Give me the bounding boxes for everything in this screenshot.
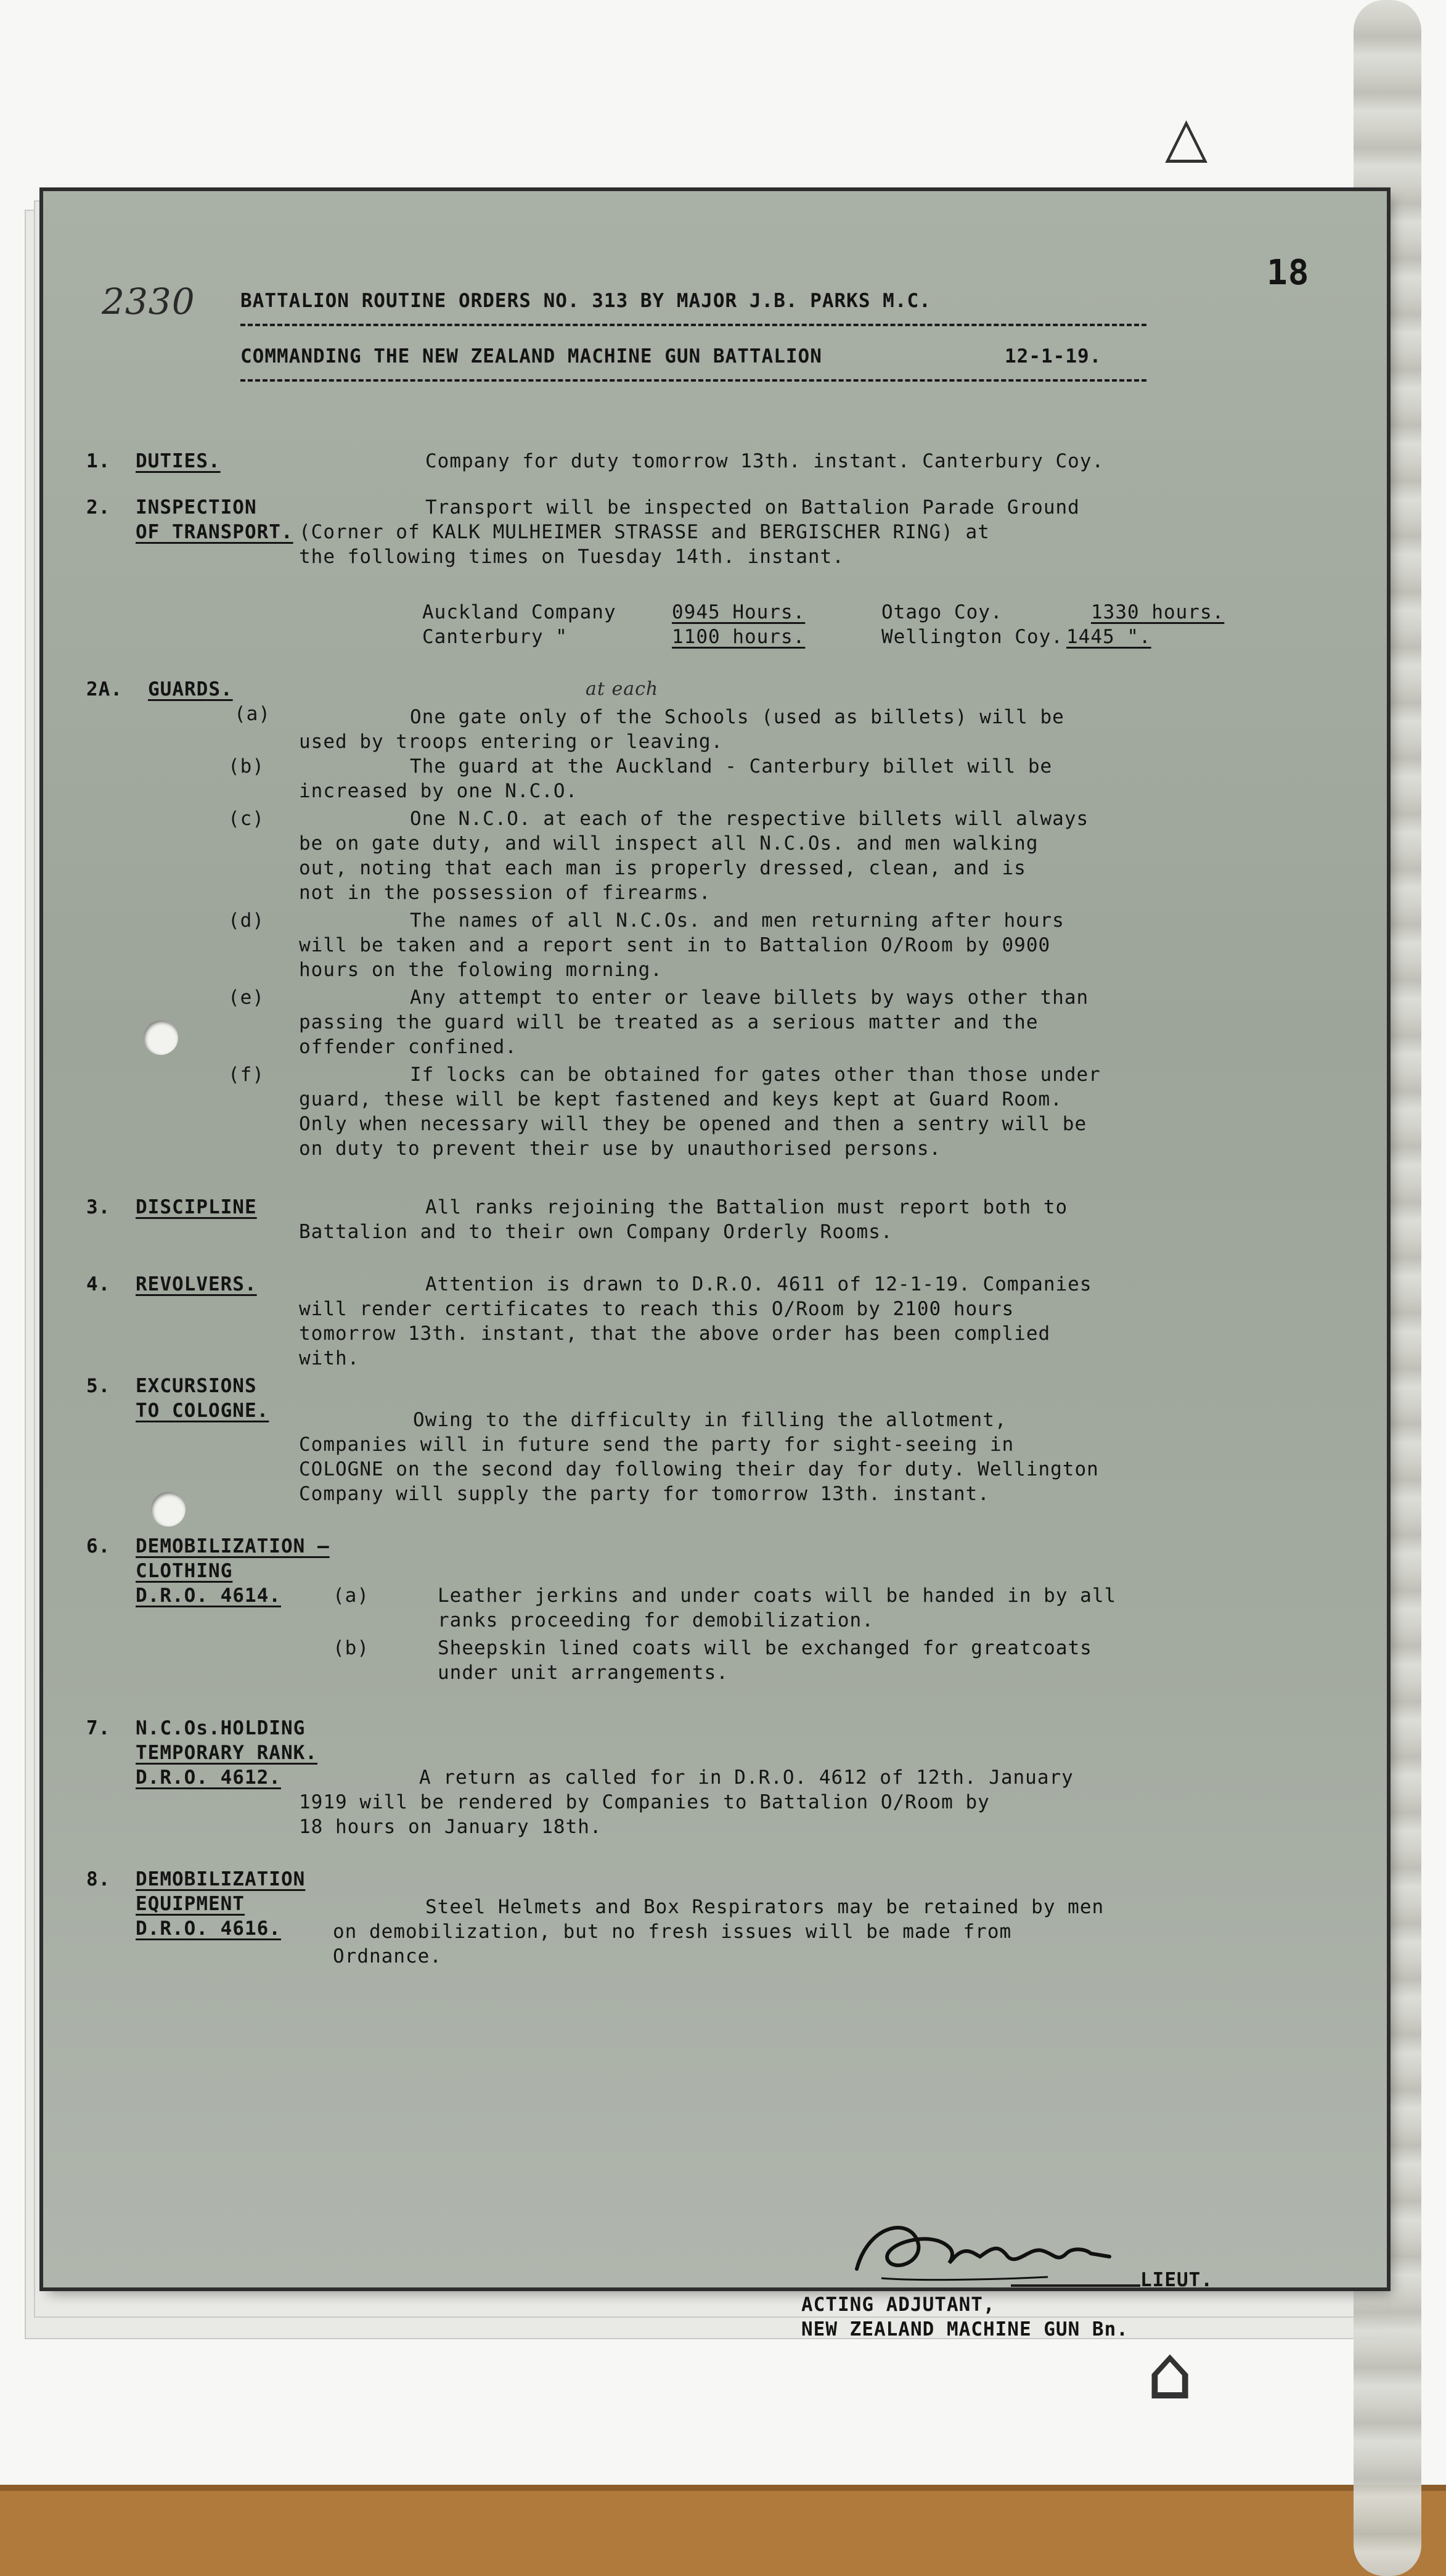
section-heading: D.R.O. 4612.: [136, 1766, 281, 1789]
section-heading: TEMPORARY RANK.: [136, 1742, 317, 1764]
file-number: 2330: [102, 281, 195, 322]
section-line: Steel Helmets and Box Respirators may be retained by men: [425, 1896, 1105, 1918]
section-line: on demobilization, but no fresh issues will be made from: [333, 1921, 1012, 1943]
title-line-2: COMMANDING THE NEW ZEALAND MACHINE GUN BATTALION: [240, 345, 822, 367]
section-number: 7.: [86, 1717, 111, 1739]
section-line: Owing to the difficulty in filling the allotment,: [413, 1409, 1007, 1431]
inspection-time: 1330 hours.: [1091, 601, 1225, 623]
item-line: will be taken and a report sent in to Battalion O/Room by 0900: [299, 934, 1051, 956]
item-line: The guard at the Auckland - Canterbury billet will be: [410, 755, 1053, 777]
section-number: 5.: [86, 1375, 111, 1397]
section-heading: EQUIPMENT: [136, 1893, 245, 1915]
item-line: passing the guard will be treated as a serious matter and the: [299, 1011, 1039, 1033]
signature-rule: [1011, 2284, 1140, 2287]
item-line: increased by one N.C.O.: [299, 780, 578, 802]
section-line: Transport will be inspected on Battalion Parade Ground: [425, 496, 1080, 519]
item-line: hours on the folowing morning.: [299, 959, 663, 981]
handwritten-insertion: at each: [586, 678, 659, 700]
item-line: One gate only of the Schools (used as billets) will be: [410, 706, 1064, 728]
section-heading: D.R.O. 4614.: [136, 1585, 281, 1607]
section-line: Companies will in future send the party for sight-seeing in: [299, 1434, 1015, 1456]
item-line: offender confined.: [299, 1036, 517, 1058]
section-heading: DUTIES.: [136, 450, 221, 472]
section-heading: OF TRANSPORT.: [136, 521, 293, 543]
inspection-company: Canterbury ": [422, 626, 568, 648]
title-rule: [240, 324, 1146, 326]
section-line: A return as called for in D.R.O. 4612 of 12th. January: [419, 1766, 1074, 1789]
section-line: All ranks rejoining the Battalion must report both to: [425, 1196, 1068, 1218]
title-rule: [240, 379, 1146, 382]
section-heading: DEMOBILIZATION: [136, 1868, 306, 1890]
section-number: 6.: [86, 1535, 111, 1557]
section-heading: INSPECTION: [136, 496, 257, 519]
section-line: Ordnance.: [333, 1945, 442, 1967]
item-line: on duty to prevent their use by unauthorised persons.: [299, 1138, 942, 1160]
item-line: ranks proceeding for demobilization.: [438, 1609, 874, 1631]
inspection-company: Otago Coy.: [881, 601, 1003, 623]
section-line: will render certificates to reach this O/Room by 2100 hours: [299, 1298, 1015, 1320]
section-line: 18 hours on January 18th.: [299, 1816, 602, 1838]
punch-hole: [151, 1492, 186, 1527]
signatory-rank: LIEUT.: [1140, 2269, 1213, 2291]
inspection-company: Auckland Company: [422, 601, 616, 623]
item-line: Any attempt to enter or leave billets by ways other than: [410, 987, 1089, 1009]
page-number: 18: [1267, 253, 1310, 293]
signatory-title: ACTING ADJUTANT,: [801, 2294, 995, 2316]
section-line: Attention is drawn to D.R.O. 4611 of 12-1-19. Companies: [425, 1273, 1092, 1295]
inspection-company: Wellington Coy.: [881, 626, 1063, 648]
section-line: tomorrow 13th. instant, that the above order has been complied: [299, 1323, 1051, 1345]
inspection-time: 1100 hours.: [672, 626, 806, 648]
item-line: used by troops entering or leaving.: [299, 731, 724, 753]
handwritten-signature: [844, 2210, 1128, 2291]
item-line: Sheepskin lined coats will be exchanged for greatcoats: [438, 1637, 1092, 1659]
section-number: 2.: [86, 496, 111, 519]
section-line: Company will supply the party for tomorrow 13th. instant.: [299, 1483, 990, 1505]
section-line: 1919 will be rendered by Companies to Battalion O/Room by: [299, 1791, 990, 1813]
item-label: (c): [228, 808, 264, 830]
inspection-time: 0945 Hours.: [672, 601, 806, 623]
wooden-table: [0, 2485, 1446, 2576]
section-number: 2A.: [86, 678, 123, 700]
section-heading: DISCIPLINE: [136, 1196, 257, 1218]
item-label: (f): [228, 1064, 264, 1086]
section-line: the following times on Tuesday 14th. instant.: [299, 546, 844, 568]
section-heading: N.C.Os.HOLDING: [136, 1717, 306, 1739]
order-date: 12-1-19.: [1005, 345, 1102, 367]
item-label: (b): [333, 1637, 369, 1659]
item-label: (e): [228, 987, 264, 1009]
item-line: under unit arrangements.: [438, 1662, 729, 1684]
item-line: be on gate duty, and will inspect all N.C.Os. and men walking: [299, 832, 1039, 855]
item-line: out, noting that each man is properly dressed, clean, and is: [299, 857, 1026, 879]
item-line: Only when necessary will they be opened and then a sentry will be: [299, 1113, 1087, 1135]
section-number: 1.: [86, 450, 111, 472]
section-heading: REVOLVERS.: [136, 1273, 257, 1295]
section-number: 3.: [86, 1196, 111, 1218]
title-line-1: BATTALION ROUTINE ORDERS NO. 313 BY MAJOR J.B. PARKS M.C.: [240, 290, 931, 312]
section-number: 8.: [86, 1868, 111, 1890]
item-label: (b): [228, 755, 264, 777]
item-line: If locks can be obtained for gates other than those under: [410, 1064, 1101, 1086]
section-line: with.: [299, 1347, 360, 1369]
section-heading: CLOTHING: [136, 1560, 233, 1582]
item-label: (a): [234, 703, 271, 725]
section-line: (Corner of KALK MULHEIMER STRASSE and BERGISCHER RING) at: [299, 521, 990, 543]
item-line: One N.C.O. at each of the respective billets will always: [410, 808, 1089, 830]
signatory-unit: NEW ZEALAND MACHINE GUN Bn.: [801, 2318, 1129, 2340]
section-heading: GUARDS.: [148, 678, 233, 700]
section-heading: TO COLOGNE.: [136, 1400, 269, 1422]
item-line: guard, these will be kept fastened and keys kept at Guard Room.: [299, 1088, 1063, 1110]
section-line: Company for duty tomorrow 13th. instant. Canterbury Coy.: [425, 450, 1105, 472]
section-heading: EXCURSIONS: [136, 1375, 257, 1397]
item-line: Leather jerkins and under coats will be handed in by all: [438, 1585, 1117, 1607]
section-heading: D.R.O. 4616.: [136, 1918, 281, 1940]
item-line: not in the possession of firearms.: [299, 882, 711, 904]
item-line: The names of all N.C.Os. and men returning after hours: [410, 909, 1064, 932]
pencil-triangle-mark: △: [1165, 105, 1208, 170]
punch-hole: [144, 1020, 178, 1055]
item-label: (d): [228, 909, 264, 932]
section-heading: DEMOBILIZATION —: [136, 1535, 330, 1557]
pencil-triangle-mark: ⌂: [1146, 2331, 1194, 2416]
battalion-orders-page: [43, 191, 1387, 2340]
item-label: (a): [333, 1585, 369, 1607]
section-number: 4.: [86, 1273, 111, 1295]
section-line: COLOGNE on the second day following their day for duty. Wellington: [299, 1458, 1099, 1480]
inspection-time: 1445 ".: [1066, 626, 1151, 648]
section-line: Battalion and to their own Company Orderly Rooms.: [299, 1221, 893, 1243]
